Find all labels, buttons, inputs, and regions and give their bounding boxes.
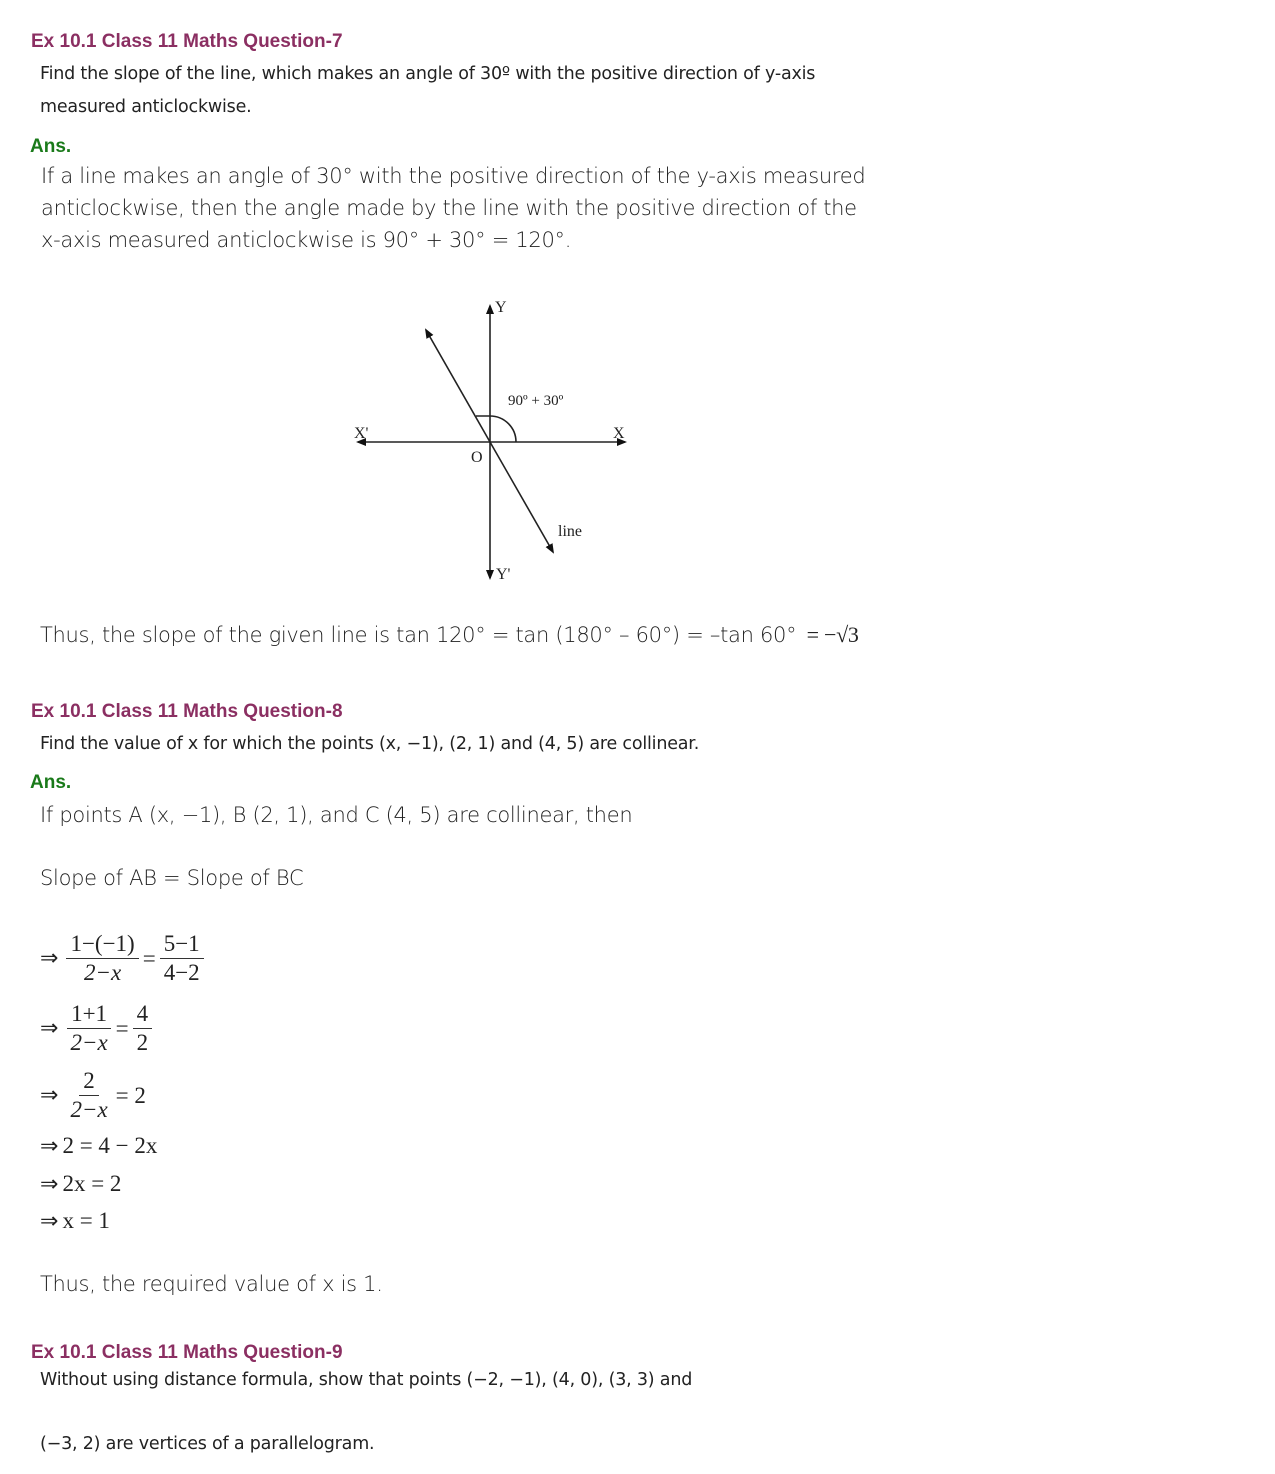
question-7-answer	[41, 160, 865, 256]
question-7-ans-label: Ans.	[30, 136, 72, 157]
question-8-answer-intro: If points A (x, −1), B (2, 1), and C (4, 5) are collinear, then	[40, 803, 633, 827]
x-prime-label: X'	[354, 425, 369, 442]
fraction: $\frac{1+1}{2-x}$	[66, 1000, 111, 1057]
step-1: ⇒ $\frac{1-(-1)}{2-x}$ = $\frac{5-1}{4-2}$	[40, 930, 208, 987]
step-2: ⇒ $\frac{1+1}{2-x}$ = $\frac{4}{2}$	[40, 1000, 156, 1057]
step-5: ⇒ 2x = 2	[40, 1171, 122, 1197]
question-7-text-line1: Find the slope of the line, which makes an angle of 30º with the positive direction of y-axis	[40, 64, 816, 84]
y-prime-label: Y'	[496, 566, 511, 583]
conclusion-text: Thus, the slope of the given line is tan 120° = tan (180° – 60°) = –tan 60°	[40, 623, 797, 647]
question-7-conclusion	[40, 619, 859, 651]
conclusion-result: = −√3	[806, 622, 859, 647]
fraction: $\frac{1-(-1)}{2-x}$	[66, 930, 138, 987]
answer-line: If a line makes an angle of 30° with the positive direction of the y-axis measured	[41, 164, 866, 188]
question-9-text-line1: Without using distance formula, show that points (−2, −1), (4, 0), (3, 3) and	[40, 1370, 693, 1390]
origin-label: O	[471, 449, 483, 466]
question-8-heading: Ex 10.1 Class 11 Maths Question-8	[31, 701, 343, 722]
angle-diagram	[340, 290, 640, 590]
step-4: ⇒ 2 = 4 − 2x	[40, 1133, 158, 1159]
question-8-text: Find the value of x for which the points (x, −1), (2, 1) and (4, 5) are collinear.	[40, 734, 700, 754]
question-9-text-line2: (−3, 2) are vertices of a parallelogram.	[40, 1434, 375, 1454]
fraction: $\frac{2}{2-x}$	[70, 1068, 108, 1122]
question-7-heading: Ex 10.1 Class 11 Maths Question-7	[31, 31, 343, 52]
implies-icon: ⇒	[40, 1016, 59, 1041]
question-8-ans-label: Ans.	[30, 772, 72, 793]
implies-icon: ⇒	[40, 946, 59, 971]
slope-equation: Slope of AB = Slope of BC	[40, 866, 304, 890]
implies-icon: ⇒	[40, 1208, 59, 1234]
step-3: ⇒ $\frac{2}{2-x}$ = 2	[40, 1068, 146, 1122]
fraction: $\frac{4}{2}$	[133, 1000, 153, 1057]
y-label: Y	[495, 299, 507, 316]
inclined-line-upper	[426, 330, 490, 442]
implies-icon: ⇒	[40, 1083, 59, 1108]
angle-label: 90º + 30º	[508, 393, 564, 409]
implies-icon: ⇒	[40, 1171, 59, 1197]
inclined-line-lower	[490, 442, 553, 552]
x-label: X	[613, 425, 625, 442]
step-6: ⇒ x = 1	[40, 1208, 110, 1234]
fraction: $\frac{5-1}{4-2}$	[160, 930, 204, 987]
implies-icon: ⇒	[40, 1133, 59, 1159]
answer-line: anticlockwise, then the angle made by the line with the positive direction of the	[41, 196, 857, 220]
question-9-heading: Ex 10.1 Class 11 Maths Question-9	[31, 1342, 343, 1363]
answer-line: x-axis measured anticlockwise is 90° + 30° = 120°.	[41, 228, 572, 252]
question-8-conclusion: Thus, the required value of x is 1.	[40, 1272, 383, 1296]
line-label: line	[558, 523, 582, 540]
question-7-text-line2: measured anticlockwise.	[40, 97, 252, 117]
